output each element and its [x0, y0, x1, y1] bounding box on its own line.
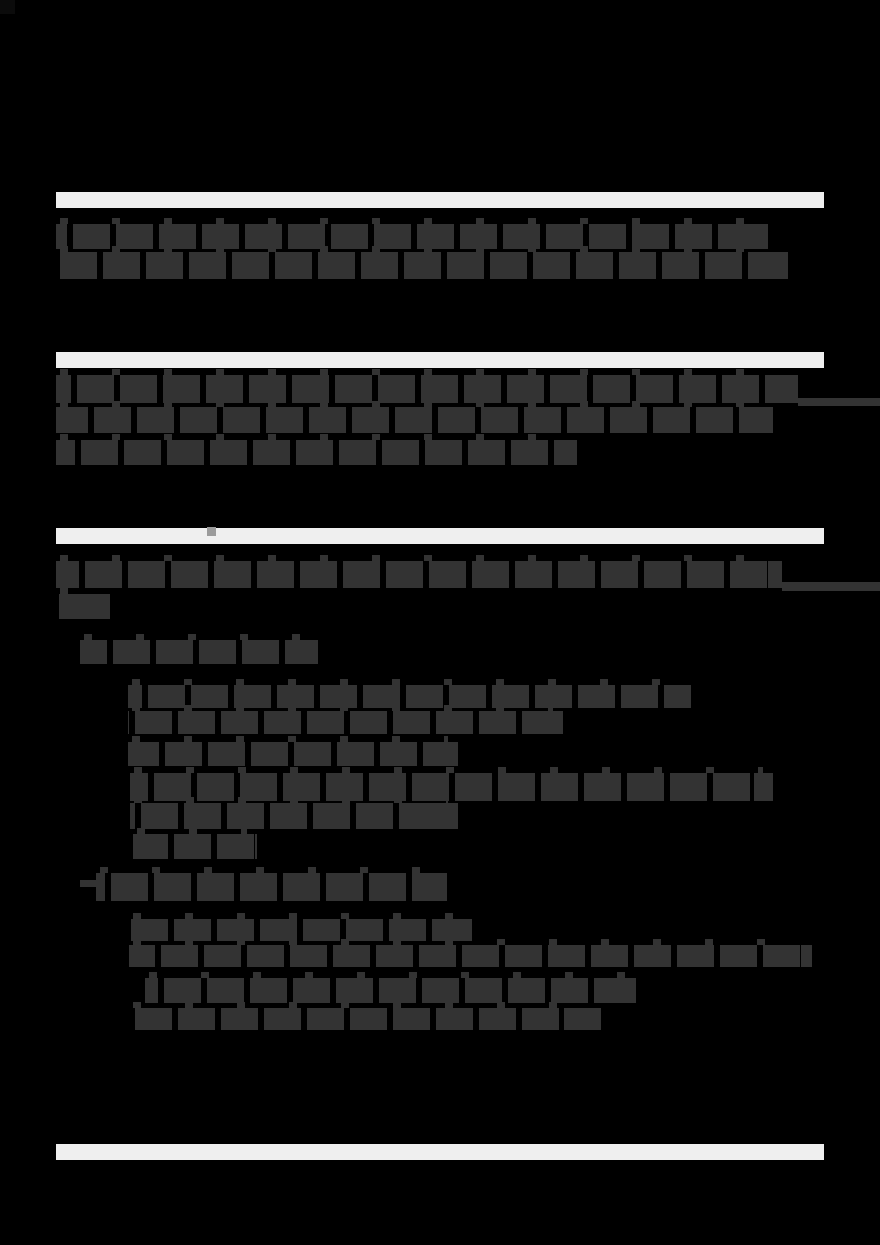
paragraph2-line1 — [56, 375, 798, 403]
sublist2-line4 — [129, 1008, 601, 1030]
list-item1-line — [80, 640, 318, 664]
paragraph2-line1-tail — [798, 398, 880, 406]
section-rule-4 — [56, 1144, 824, 1160]
paragraph2-line2 — [56, 407, 773, 433]
paragraph1-line2 — [56, 252, 790, 279]
section-rule-3 — [56, 528, 824, 544]
list-item2-line — [96, 873, 447, 901]
section-rule-2 — [56, 352, 824, 368]
sublist1-line2 — [128, 711, 563, 734]
paragraph3-line1-tail — [782, 582, 880, 591]
sublist1-line3 — [128, 742, 458, 766]
paragraph3-line1 — [56, 561, 782, 588]
sublist2-line2 — [129, 945, 812, 967]
rule-3-notch — [207, 527, 216, 536]
list-item2-dash — [80, 880, 96, 887]
sublist2-line1 — [129, 919, 476, 941]
corner-artifact — [0, 0, 15, 14]
sublist2-line3 — [145, 978, 636, 1003]
section-rule-1 — [56, 192, 824, 208]
sublist1-line5 — [130, 803, 458, 829]
paragraph3-line2 — [56, 594, 113, 619]
sublist1-line6 — [133, 834, 257, 859]
paragraph2-line3 — [56, 440, 577, 465]
